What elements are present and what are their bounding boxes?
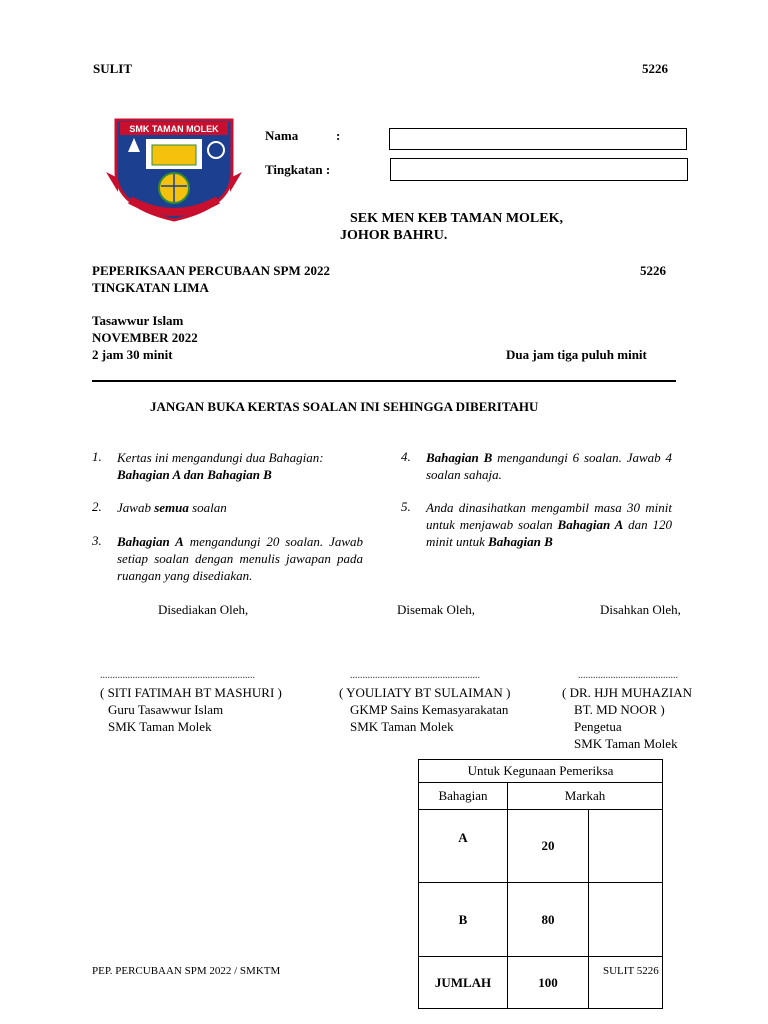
prepared-school: SMK Taman Molek (108, 719, 212, 734)
footer-right: SULIT 5226 (603, 965, 659, 977)
approved-school: SMK Taman Molek (574, 736, 678, 751)
instruction-3-text: mengandungi 20 soalan. Jawab setiap soalan dengan menulis jawapan pada ruangan yang disediakan. (117, 534, 364, 583)
marks-table-col-section: Bahagian (419, 783, 508, 810)
checked-signature-line: .................................................... (350, 670, 480, 681)
instruction-2-number: 2. (92, 499, 102, 514)
header-code: 5226 (642, 61, 668, 76)
table-row (419, 810, 663, 883)
marks-table-title: Untuk Kegunaan Pemeriksa (419, 760, 663, 783)
instruction-2-text: Jawab (117, 500, 151, 515)
header-sulit: SULIT (93, 61, 133, 76)
checked-name: ( YOULIATY BT SULAIMAN ) (339, 685, 511, 700)
total-full-marks: 100 (508, 957, 589, 1009)
school-name: SEK MEN KEB TAMAN MOLEK, (350, 211, 564, 226)
instruction-5-bold-b: Bahagian B (488, 534, 553, 549)
instruction-1 (117, 449, 362, 483)
instruction-4 (426, 449, 672, 483)
instruction-2 (117, 499, 362, 516)
exam-duration: 2 jam 30 minit (92, 347, 173, 362)
instruction-4-number: 4. (401, 449, 411, 464)
approved-name: ( DR. HJH MUHAZIAN (562, 685, 692, 700)
prepared-role: Guru Tasawwur Islam (108, 702, 224, 717)
approved-name-cont: BT. MD NOOR ) (574, 702, 665, 717)
instruction-5-mid: dan 120 minit untuk (426, 517, 672, 549)
svg-text:SMK TAMAN MOLEK: SMK TAMAN MOLEK (129, 124, 219, 134)
section-b-full-marks: 80 (508, 883, 589, 957)
class-field[interactable] (390, 158, 688, 181)
total-label: JUMLAH (419, 957, 508, 1009)
instruction-2-tail: soalan (192, 500, 227, 515)
section-a: A (419, 810, 508, 883)
instruction-5-bold-a: Bahagian A (557, 517, 624, 532)
exam-date: NOVEMBER 2022 (92, 330, 198, 345)
checked-school: SMK Taman Molek (350, 719, 454, 734)
checked-by-label: Disemak Oleh, (397, 602, 475, 617)
approved-role: Pengetua (574, 719, 622, 734)
instruction-1-text: Kertas ini mengandungi dua Bahagian: (117, 450, 324, 465)
instruction-2-bold: semua (154, 500, 189, 515)
instruction-5 (426, 499, 672, 550)
name-label: Nama (265, 128, 299, 143)
table-row (419, 883, 663, 957)
approved-signature-line: ........................................ (578, 670, 678, 681)
exam-code: 5226 (640, 263, 666, 278)
checked-role: GKMP Sains Kemasyarakatan (350, 702, 509, 717)
name-colon: : (336, 128, 341, 143)
section-b: B (419, 883, 508, 957)
exam-duration-words: Dua jam tiga puluh minit (506, 347, 647, 362)
instruction-1-bold: Bahagian A dan Bahagian B (117, 467, 272, 482)
prepared-name: ( SITI FATIMAH BT MASHURI ) (100, 685, 282, 700)
subject-name: Tasawwur Islam (92, 313, 184, 328)
section-a-full-marks: 20 (508, 810, 589, 883)
exam-title: PEPERIKSAAN PERCUBAAN SPM 2022 (92, 263, 330, 278)
marks-table-col-marks: Markah (508, 783, 663, 810)
warning-text: JANGAN BUKA KERTAS SOALAN INI SEHINGGA DIBERITAHU (150, 399, 539, 414)
prepared-signature-line: .............................................................. (100, 670, 255, 681)
instruction-4-text: mengandungi 6 soalan. Jawab 4 soalan sahaja. (426, 450, 673, 482)
instruction-5-number: 5. (401, 499, 411, 514)
instruction-3-bold: Bahagian A (117, 534, 184, 549)
instruction-3-number: 3. (92, 533, 102, 548)
section-b-score-cell[interactable] (589, 883, 663, 957)
instruction-4-bold: Bahagian B (426, 450, 493, 465)
school-logo (106, 112, 242, 224)
school-city: JOHOR BAHRU. (340, 228, 448, 243)
section-a-score-cell[interactable] (589, 810, 663, 883)
name-field[interactable] (389, 128, 687, 150)
prepared-by-label: Disediakan Oleh, (158, 602, 249, 617)
class-label: Tingkatan : (265, 162, 331, 177)
exam-level: TINGKATAN LIMA (92, 280, 209, 295)
divider-rule (92, 380, 676, 382)
instruction-1-number: 1. (92, 449, 102, 464)
approved-by-label: Disahkan Oleh, (600, 602, 681, 617)
footer-left: PEP. PERCUBAAN SPM 2022 / SMKTM (92, 965, 281, 977)
instruction-5-text: Anda dinasihatkan mengambil masa 30 minit untuk menjawab soalan (426, 500, 672, 532)
instruction-3 (117, 533, 363, 584)
